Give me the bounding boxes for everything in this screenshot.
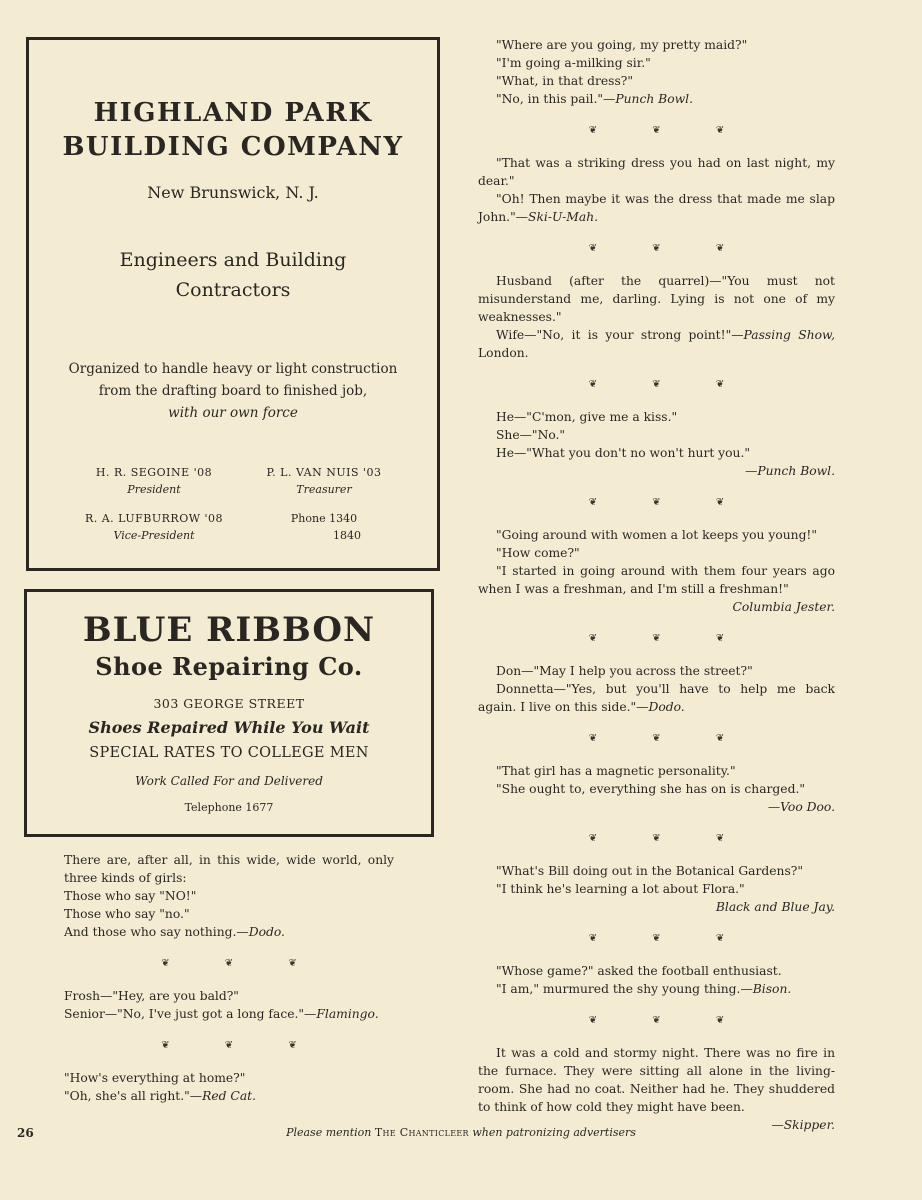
separator-ornament: ❦ ❦ ❦ [588,125,751,136]
joke-pretty-maid: "Where are you going, my pretty maid?" "I'm going a-milking sir." "What, in that dress?" "No, in this pail."—Punch Bowl. [496,38,748,106]
highland-phone: Phone 1340 1840 [290,512,361,542]
highland-tagline: Engineers and Building Contractors [119,249,347,301]
joke-kiss: He—"C'mon, give me a kiss." She—"No." He—"What you don't no won't hurt you." —Punch Bowl. [496,410,835,478]
blue-ribbon-tagline: Shoes Repaired While You Wait [88,718,370,737]
separator-ornament: ❦ ❦ ❦ [588,1015,751,1026]
separator-ornament: ❦ ❦ ❦ [588,733,751,744]
blue-ribbon-delivery: Work Called For and Delivered [135,774,323,788]
blue-ribbon-rates: SPECIAL RATES TO COLLEGE MEN [89,745,369,761]
blue-ribbon-title: BLUE RIBBON [82,610,376,650]
separator-ornament: ❦ ❦ ❦ [588,933,751,944]
page-number: 26 [17,1126,34,1140]
blue-ribbon-telephone: Telephone 1677 [184,801,274,814]
separator-ornament: ❦ ❦ ❦ [588,243,751,254]
separator-ornament: ❦ ❦ ❦ [588,833,751,844]
blue-ribbon-address: 303 GEORGE STREET [153,696,305,711]
blue-ribbon-ad [24,589,434,837]
joke-across-street: Don—"May I help you across the street?" Donnetta—"Yes, but you'll have to help me back again. I live on this side."—Dodo. [478,664,835,714]
joke-bald: Frosh—"Hey, are you bald?" Senior—"No, I've just got a long face."—Flamingo. [64,989,379,1021]
joke-cold-night: It was a cold and stormy night. There was no fire in the furnace. They were sitting all alone in the living-room. She had no coat. Neither had he. They shuddered to think of how cold they might have been. —Skipper. [478,1046,835,1132]
joke-freshman: "Going around with women a lot keeps you young!" "How come?" "I started in going around with them four years ago when I was a freshman, and I'm still a freshman!" Columbia Jester. [478,528,835,614]
left-jokes-column [64,851,394,1119]
joke-three-kinds: There are, after all, in this wide, wide world, only three kinds of girls: Those who say "NO!" Those who say "no." And those who say nothing.—Dodo. [64,853,394,939]
highland-location: New Brunswick, N. J. [147,183,319,202]
separator-ornament: ❦ ❦ ❦ [588,633,751,644]
joke-striking-dress: "That was a striking dress you had on last night, my dear." "Oh! Then maybe it was the dress that made me slap John."—Ski-U-Mah. [478,156,835,224]
separator-ornament: ❦ ❦ ❦ [161,958,323,969]
separator-ornament: ❦ ❦ ❦ [161,1040,323,1051]
joke-botanical: "What's Bill doing out in the Botanical Gardens?" "I think he's learning a lot about Flora." Black and Blue Jay. [496,864,835,914]
officer-president: H. R. SEGOINE '08 President [95,466,213,496]
right-jokes-column [478,36,835,1148]
highland-description: Organized to handle heavy or light construction from the drafting board to finished job, with our own force [68,361,398,421]
separator-ornament: ❦ ❦ ❦ [588,379,751,390]
joke-home: "How's everything at home?" "Oh, she's all right."—Red Cat. [64,1071,257,1103]
joke-magnetic: "That girl has a magnetic personality." "She ought to, everything she has on is charged." —Voo Doo. [496,764,835,814]
officer-treasurer: P. L. VAN NUIS '03 Treasurer [266,466,382,496]
separator-ornament: ❦ ❦ ❦ [588,497,751,508]
page-footer: Please mention The Chanticleer when patronizing advertisers [286,1126,636,1139]
joke-quarrel: Husband (after the quarrel)—"You must not misunderstand me, darling. Lying is not one of my weaknesses." Wife—"No, it is your strong point!"—Passing Show, London. [478,274,836,360]
highland-title: HIGHLAND PARK BUILDING COMPANY [62,98,404,162]
blue-ribbon-subtitle: Shoe Repairing Co. [95,652,363,681]
highland-park-ad [26,37,440,571]
officer-vice-president: R. A. LUFBURROW '08 Vice-President [84,512,224,542]
joke-whose-game: "Whose game?" asked the football enthusiast. "I am," murmured the shy young thing.—Bison. [496,964,792,996]
